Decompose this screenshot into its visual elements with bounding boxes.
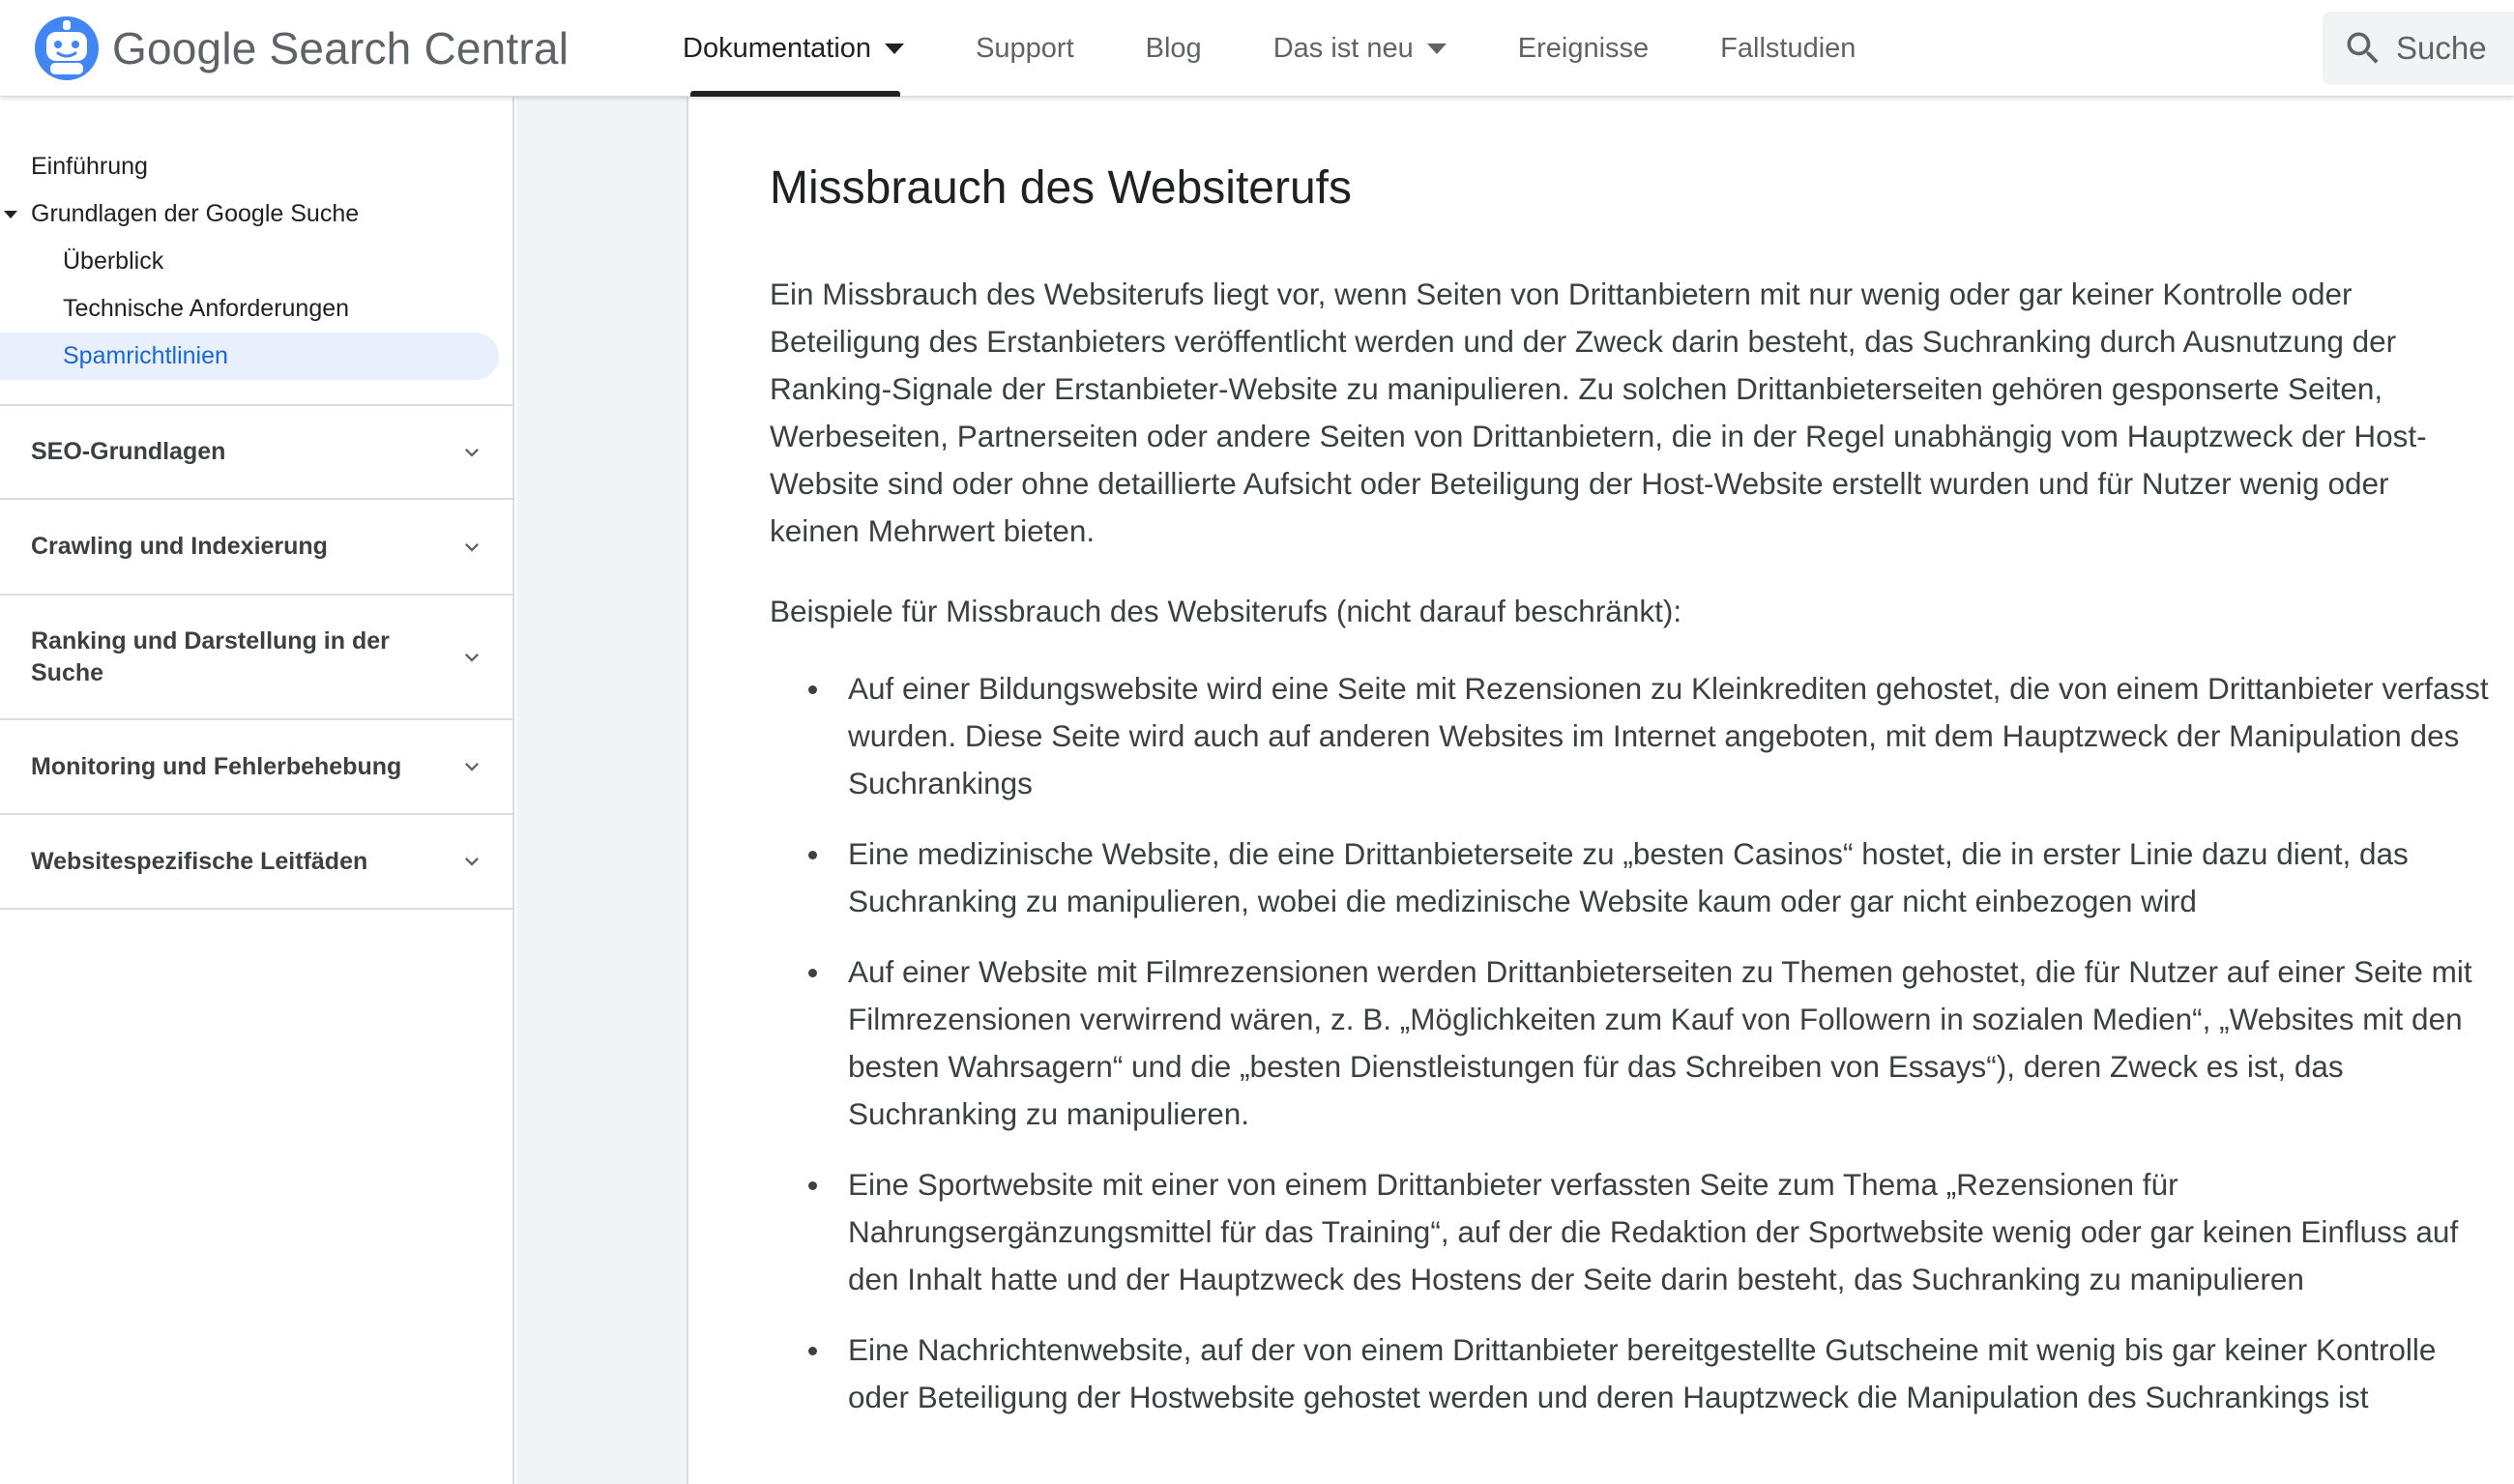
- intro-paragraph: Ein Missbrauch des Websiterufs liegt vor, wenn Seiten von Drittanbietern mit nur wenig oder gar keiner Kontrolle oder Beteiligung des Erstanbieters veröffentlicht werden und der Zweck darin besteht, das Suchranking durch Ausnutzung der Ranking-Signale der Erstanbieter-Website zu manipulieren. Zu solchen Drittanbieterseiten gehören gesponserte Seiten, Werbeseiten, Partnerseiten oder andere Seiten von Drittanbietern, die in der Regel unabhängig vom Hauptzweck der Host-Website sind oder ohne detaillierte Aufsicht oder Beteiligung der Host-Website erstellt wurden und für Nutzer wenig oder keinen Mehrwert bieten.: [770, 276, 2427, 548]
- nav-support[interactable]: [950, 0, 1099, 97]
- sidebar-section-label: Ranking und Darstellung in der Suche: [31, 626, 390, 686]
- list-item: Eine medizinische Website, die eine Drittanbieterseite zu „besten Casinos“ hostet, die in erster Linie dazu dient, das Suchranking zu manipulieren, wobei die medizinische Website kaum oder gar nicht einbezogen wird: [770, 830, 2491, 925]
- sidebar-section-crawling-indexierung[interactable]: [0, 500, 512, 596]
- caret-down-icon: [885, 44, 904, 54]
- sidebar-links: [0, 97, 512, 380]
- examples-list: [770, 665, 2489, 1421]
- sidebar-item-grundlagen-google-suche[interactable]: [0, 190, 512, 238]
- examples-heading: Beispiele für Missbrauch des Websiterufs (nicht darauf beschränkt):: [770, 594, 1682, 628]
- left-sidebar: [0, 97, 514, 1484]
- sidebar-section-label: Monitoring und Fehlerbehebung: [31, 752, 402, 780]
- expanded-triangle-icon[interactable]: [4, 211, 17, 218]
- nav-ereignisse[interactable]: [1493, 0, 1674, 97]
- sidebar-item-label: Überblick: [63, 247, 164, 275]
- sidebar-section-seo-grundlagen[interactable]: [0, 406, 512, 500]
- sidebar-item-label: Einführung: [31, 153, 148, 180]
- search-icon[interactable]: [2342, 27, 2384, 70]
- sidebar-item-spamrichtlinien[interactable]: [0, 333, 499, 380]
- sidebar-section-label: SEO-Grundlagen: [31, 438, 226, 465]
- sidebar-item-ueberblick[interactable]: [0, 238, 512, 285]
- nav-label: Support: [976, 32, 1074, 64]
- list-item: Auf einer Bildungswebsite wird eine Seite mit Rezensionen zu Kleinkrediten gehostet, die von einem Drittanbieter verfasst wurden. Diese Seite wird auch auf anderen Websites im Internet angeboten, mit dem Hauptzweck der Manipulation des Suchrankings: [770, 665, 2491, 807]
- sidebar-section-label: Websitespezifische Leitfäden: [31, 847, 368, 875]
- main-content: [688, 97, 2514, 1484]
- nav-label: Blog: [1145, 32, 1202, 64]
- sidebar-item-einfuehrung[interactable]: [0, 143, 512, 190]
- chevron-down-icon[interactable]: [458, 753, 485, 780]
- top-header: [0, 0, 2514, 97]
- sidebar-section-ranking-darstellung[interactable]: [0, 596, 512, 720]
- search-input[interactable]: [2396, 30, 2514, 67]
- sidebar-item-technische-anforderungen[interactable]: [0, 285, 512, 333]
- nav-label: Dokumentation: [683, 32, 872, 64]
- sidebar-item-label: Technische Anforderungen: [63, 295, 350, 322]
- brand-name: Google Search Central: [112, 23, 570, 73]
- search-central-robot-icon: [33, 15, 101, 82]
- list-item: Eine Nachrichtenwebsite, auf der von einem Drittanbieter bereitgestellte Gutscheine mit wenig bis gar keiner Kontrolle oder Beteiligung der Hostwebsite gehostet werden und deren Hauptzweck die Manipulation des Suchrankings ist: [770, 1326, 2491, 1421]
- sidebar-item-label: Grundlagen der Google Suche: [31, 200, 360, 227]
- caret-down-icon: [1427, 44, 1447, 54]
- page-title: Missbrauch des Websiterufs: [770, 162, 1353, 214]
- list-item: Eine Sportwebsite mit einer von einem Drittanbieter verfassten Seite zum Thema „Rezensionen für Nahrungsergänzungsmittel für das Training“, auf der die Redaktion der Sportwebsite wenig oder gar keinen Einfluss auf den Inhalt hatte und der Hauptzweck des Hostens der Seite darin besteht, das Suchranking zu manipulieren: [770, 1161, 2491, 1303]
- sidebar-sections: [0, 404, 512, 910]
- sidebar-section-label: Crawling und Indexierung: [31, 533, 328, 560]
- content-gutter: [516, 97, 688, 1484]
- chevron-down-icon[interactable]: [458, 534, 485, 561]
- chevron-down-icon[interactable]: [458, 644, 485, 671]
- sidebar-item-label: Spamrichtlinien: [63, 342, 228, 369]
- top-nav: [658, 0, 1902, 97]
- brand-home-link[interactable]: [33, 10, 569, 87]
- sidebar-section-monitoring-fehlerbehebung[interactable]: [0, 720, 512, 815]
- nav-das-ist-neu[interactable]: [1248, 0, 1472, 97]
- nav-dokumentation[interactable]: [658, 0, 929, 97]
- chevron-down-icon[interactable]: [458, 848, 485, 875]
- nav-fallstudien[interactable]: [1695, 0, 1881, 97]
- sidebar-section-websitespezifische-leitfaeden[interactable]: [0, 815, 512, 910]
- list-item: Auf einer Website mit Filmrezensionen werden Drittanbieterseiten zu Themen gehostet, die für Nutzer auf einer Seite mit Filmrezensionen verwirrend wären, z. B. „Möglichkeiten zum Kauf von Followern in sozialen Medien“, „Websites mit den besten Wahrsagern“ und die „besten Dienstleistungen für das Schreiben von Essays“), deren Zweck es ist, das Suchranking zu manipulieren.: [770, 948, 2491, 1138]
- search-box[interactable]: [2323, 12, 2514, 85]
- chevron-down-icon[interactable]: [458, 439, 485, 466]
- nav-label: Ereignisse: [1517, 32, 1650, 64]
- nav-blog[interactable]: [1121, 0, 1227, 97]
- nav-label: Das ist neu: [1272, 32, 1414, 64]
- nav-label: Fallstudien: [1720, 32, 1856, 64]
